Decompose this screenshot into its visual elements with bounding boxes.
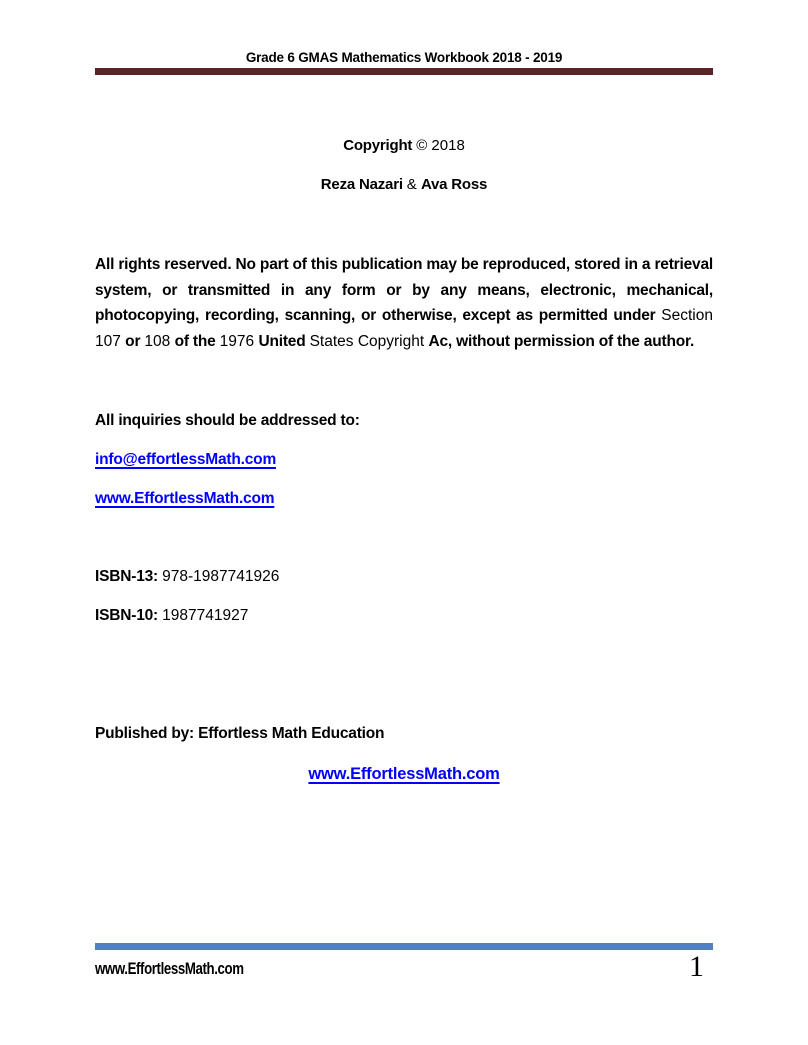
page-header-title: Grade 6 GMAS Mathematics Workbook 2018 - 2019 (245, 50, 563, 65)
rights-segment: All rights reserved. No part of this publication may be reproduced, stored in a retrieval system, or transmitted in any form or by any means, electronic, mechanical, photocopying, recording, scanning, or otherwise, except as permitted under (95, 256, 713, 325)
authors-line (95, 175, 713, 195)
rights-segment: of the (174, 333, 220, 351)
isbn-13-label: ISBN-13: (95, 567, 163, 585)
inquiries-label: All inquiries should be addressed to: (95, 411, 360, 429)
copyright-year: © 2018 (416, 137, 465, 154)
footer-website-text: www.EffortlessMath.com (95, 959, 244, 978)
website-link[interactable]: www.EffortlessMath.com (95, 489, 275, 507)
footer-rule (95, 943, 713, 950)
publisher-website-link[interactable]: www.EffortlessMath.com (308, 764, 500, 783)
copyright-text: Copyright (343, 137, 417, 154)
rights-segment: States Copyright (309, 333, 429, 351)
rights-segment: Section 107 (95, 307, 713, 351)
rights-segment: 108 (144, 333, 175, 351)
rights-segment: 1976 (219, 333, 259, 351)
ampersand: & (406, 176, 421, 193)
email-link[interactable]: info@effortlessMath.com (95, 450, 277, 468)
author-name: Ava Ross (420, 176, 488, 193)
email-link-line (95, 450, 713, 470)
page-number: 1 (689, 950, 704, 983)
published-by-label: Published by: Effortless Math Education (95, 724, 385, 742)
rights-segment: or (125, 333, 145, 351)
isbn-10-line (95, 606, 713, 626)
isbn-10-label: ISBN-10: (95, 606, 163, 624)
isbn-13-line (95, 567, 713, 587)
website-link-line (95, 489, 713, 509)
copyright-line (95, 136, 713, 156)
author-name: Reza Nazari (320, 176, 407, 193)
rights-segment: United (258, 333, 310, 351)
header-rule (95, 68, 713, 75)
rights-segment: Ac, without permission of the author. (428, 333, 695, 351)
publisher-link-line (95, 763, 713, 786)
rights-paragraph (95, 252, 713, 355)
isbn-10-value: 1987741927 (162, 606, 249, 624)
isbn-13-value: 978-1987741926 (162, 567, 280, 585)
